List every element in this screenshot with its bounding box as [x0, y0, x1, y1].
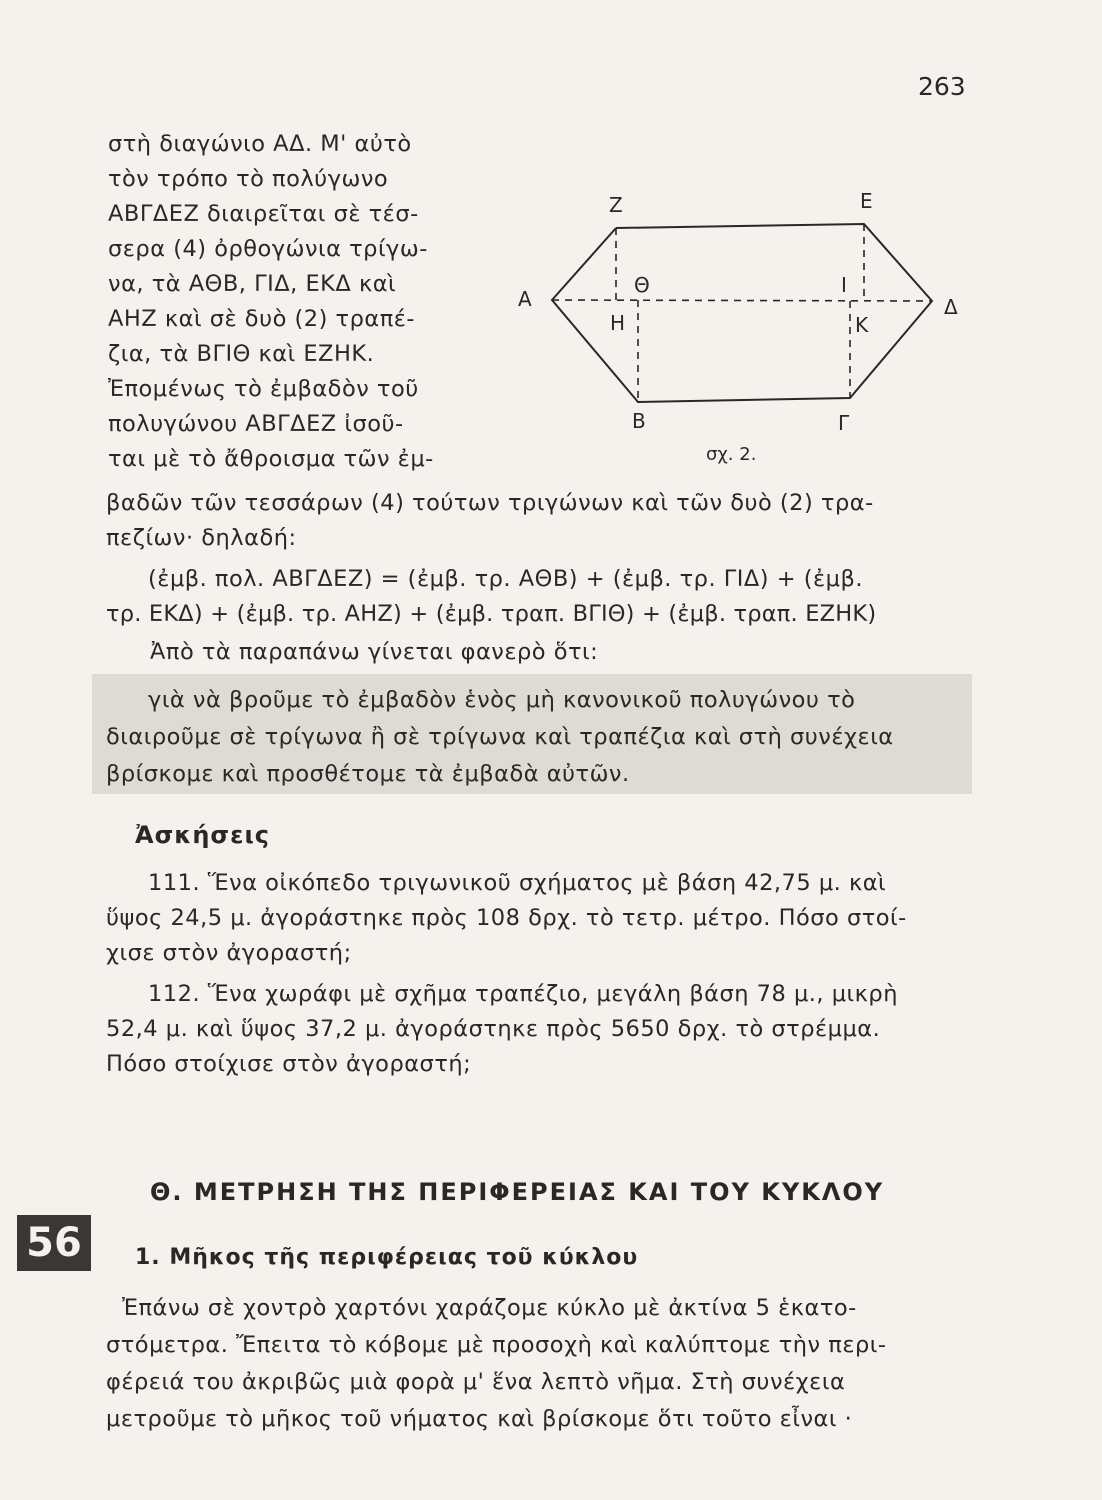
- figure-caption: σχ. 2.: [706, 444, 757, 465]
- vertex-label-b: Β: [632, 409, 646, 433]
- equation-line: τρ. ΕΚΔ) + (ἐμβ. τρ. ΑΗΖ) + (ἐμβ. τραπ. ΒΓΙΘ) + (ἐμβ. τραπ. ΕΖΗΚ): [106, 601, 877, 627]
- body-text-line: πολυγώνου ΑΒΓΔΕΖ ἰσοῦ-: [108, 411, 404, 437]
- vertex-label-e: E: [860, 189, 873, 213]
- exercises-heading: Ἀσκήσεις: [135, 821, 271, 849]
- point-label-h: Η: [610, 311, 626, 335]
- exercise-line: Πόσο στοίχισε στὸν ἀγοραστή;: [106, 1051, 472, 1077]
- diagonal-ad: [552, 300, 932, 301]
- vertex-label-g: Γ: [838, 411, 850, 435]
- exercise-line: ὕψος 24,5 μ. ἀγοράστηκε πρὸς 108 δρχ. τὸ τετρ. μέτρο. Πόσο στοί-: [106, 905, 907, 931]
- exercise-line: 52,4 μ. καὶ ὕψος 37,2 μ. ἀγοράστηκε πρὸς 5650 δρχ. τὸ στρέμμα.: [106, 1016, 881, 1042]
- vertex-label-a: A: [518, 287, 532, 311]
- body-text-line: Ἐπάνω σὲ χοντρὸ χαρτόνι χαράζομε κύκλο μὲ ἀκτίνα 5 ἑκατο-: [122, 1295, 857, 1321]
- vertex-label-d: Δ: [944, 295, 958, 319]
- body-text-line: μετροῦμε τὸ μῆκος τοῦ νήματος καὶ βρίσκομε ὅτι τοῦτο εἶναι ·: [106, 1406, 853, 1432]
- body-text-line: ται μὲ τὸ ἄθροισμα τῶν ἐμ-: [108, 446, 434, 472]
- body-text-line: πεζίων· δηλαδή:: [106, 525, 297, 551]
- rule-text-line: βρίσκομε καὶ προσθέτομε τὰ ἐμβαδὰ αὐτῶν.: [106, 761, 630, 787]
- section-number-badge: 56: [17, 1215, 91, 1271]
- body-text-line: ΑΒΓΔΕΖ διαιρεῖται σὲ τέσ-: [108, 201, 419, 227]
- rule-text-line: γιὰ νὰ βροῦμε τὸ ἐμβαδὸν ἑνὸς μὴ κανονικοῦ πολυγώνου τὸ: [148, 687, 856, 713]
- vertex-label-z: Z: [609, 193, 623, 217]
- polygon-diagram: [508, 180, 978, 470]
- point-label-k: Κ: [855, 313, 869, 337]
- point-label-theta: Θ: [634, 273, 650, 297]
- body-text-line: φέρειά του ἀκριβῶς μιὰ φορὰ μ' ἕνα λεπτὸ νῆμα. Στὴ συνέχεια: [106, 1369, 846, 1395]
- point-label-i: Ι: [841, 273, 847, 297]
- section-heading: Θ. ΜΕΤΡΗΣΗ ΤΗΣ ΠΕΡΙΦΕΡΕΙΑΣ ΚΑΙ ΤΟΥ ΚΥΚΛΟΥ: [150, 1178, 885, 1206]
- exercise-line: χισε στὸν ἀγοραστή;: [106, 940, 352, 966]
- body-text-line: ζια, τὰ ΒΓΙΘ καὶ ΕΖΗΚ.: [108, 341, 375, 367]
- page-number: 263: [918, 72, 966, 101]
- rule-text-line: διαιροῦμε σὲ τρίγωνα ἢ σὲ τρίγωνα καὶ τραπέζια καὶ στὴ συνέχεια: [106, 724, 894, 750]
- body-text-line: ΑΗΖ καὶ σὲ δυὸ (2) τραπέ-: [108, 306, 416, 332]
- body-text-line: να, τὰ ΑΘΒ, ΓΙΔ, ΕΚΔ καὶ: [108, 271, 397, 297]
- body-text-line: Ἀπὸ τὰ παραπάνω γίνεται φανερὸ ὅτι:: [150, 639, 599, 665]
- equation-line: (ἐμβ. πολ. ΑΒΓΔΕΖ) = (ἐμβ. τρ. ΑΘΒ) + (ἐμβ. τρ. ΓΙΔ) + (ἐμβ.: [148, 566, 864, 592]
- polygon-outline: [552, 224, 932, 402]
- body-text-line: Ἐπομένως τὸ ἐμβαδὸν τοῦ: [108, 376, 419, 402]
- body-text-line: τὸν τρόπο τὸ πολύγωνο: [108, 166, 389, 192]
- body-text-line: σερα (4) ὀρθογώνια τρίγω-: [108, 236, 428, 262]
- body-text-line: στὴ διαγώνιο ΑΔ. Μ' αὐτὸ: [108, 131, 412, 157]
- body-text-line: στόμετρα. Ἔπειτα τὸ κόβομε μὲ προσοχὴ καὶ καλύπτομε τὴν περι-: [106, 1332, 887, 1358]
- subsection-heading: 1. Μῆκος τῆς περιφέρειας τοῦ κύκλου: [135, 1245, 639, 1270]
- body-text-line: βαδῶν τῶν τεσσάρων (4) τούτων τριγώνων καὶ τῶν δυὸ (2) τρα-: [106, 490, 874, 516]
- exercise-line: 111. Ἕνα οἰκόπεδο τριγωνικοῦ σχήματος μὲ βάση 42,75 μ. καὶ: [148, 870, 887, 896]
- exercise-line: 112. Ἕνα χωράφι μὲ σχῆμα τραπέζιο, μεγάλη βάση 78 μ., μικρὴ: [148, 981, 898, 1007]
